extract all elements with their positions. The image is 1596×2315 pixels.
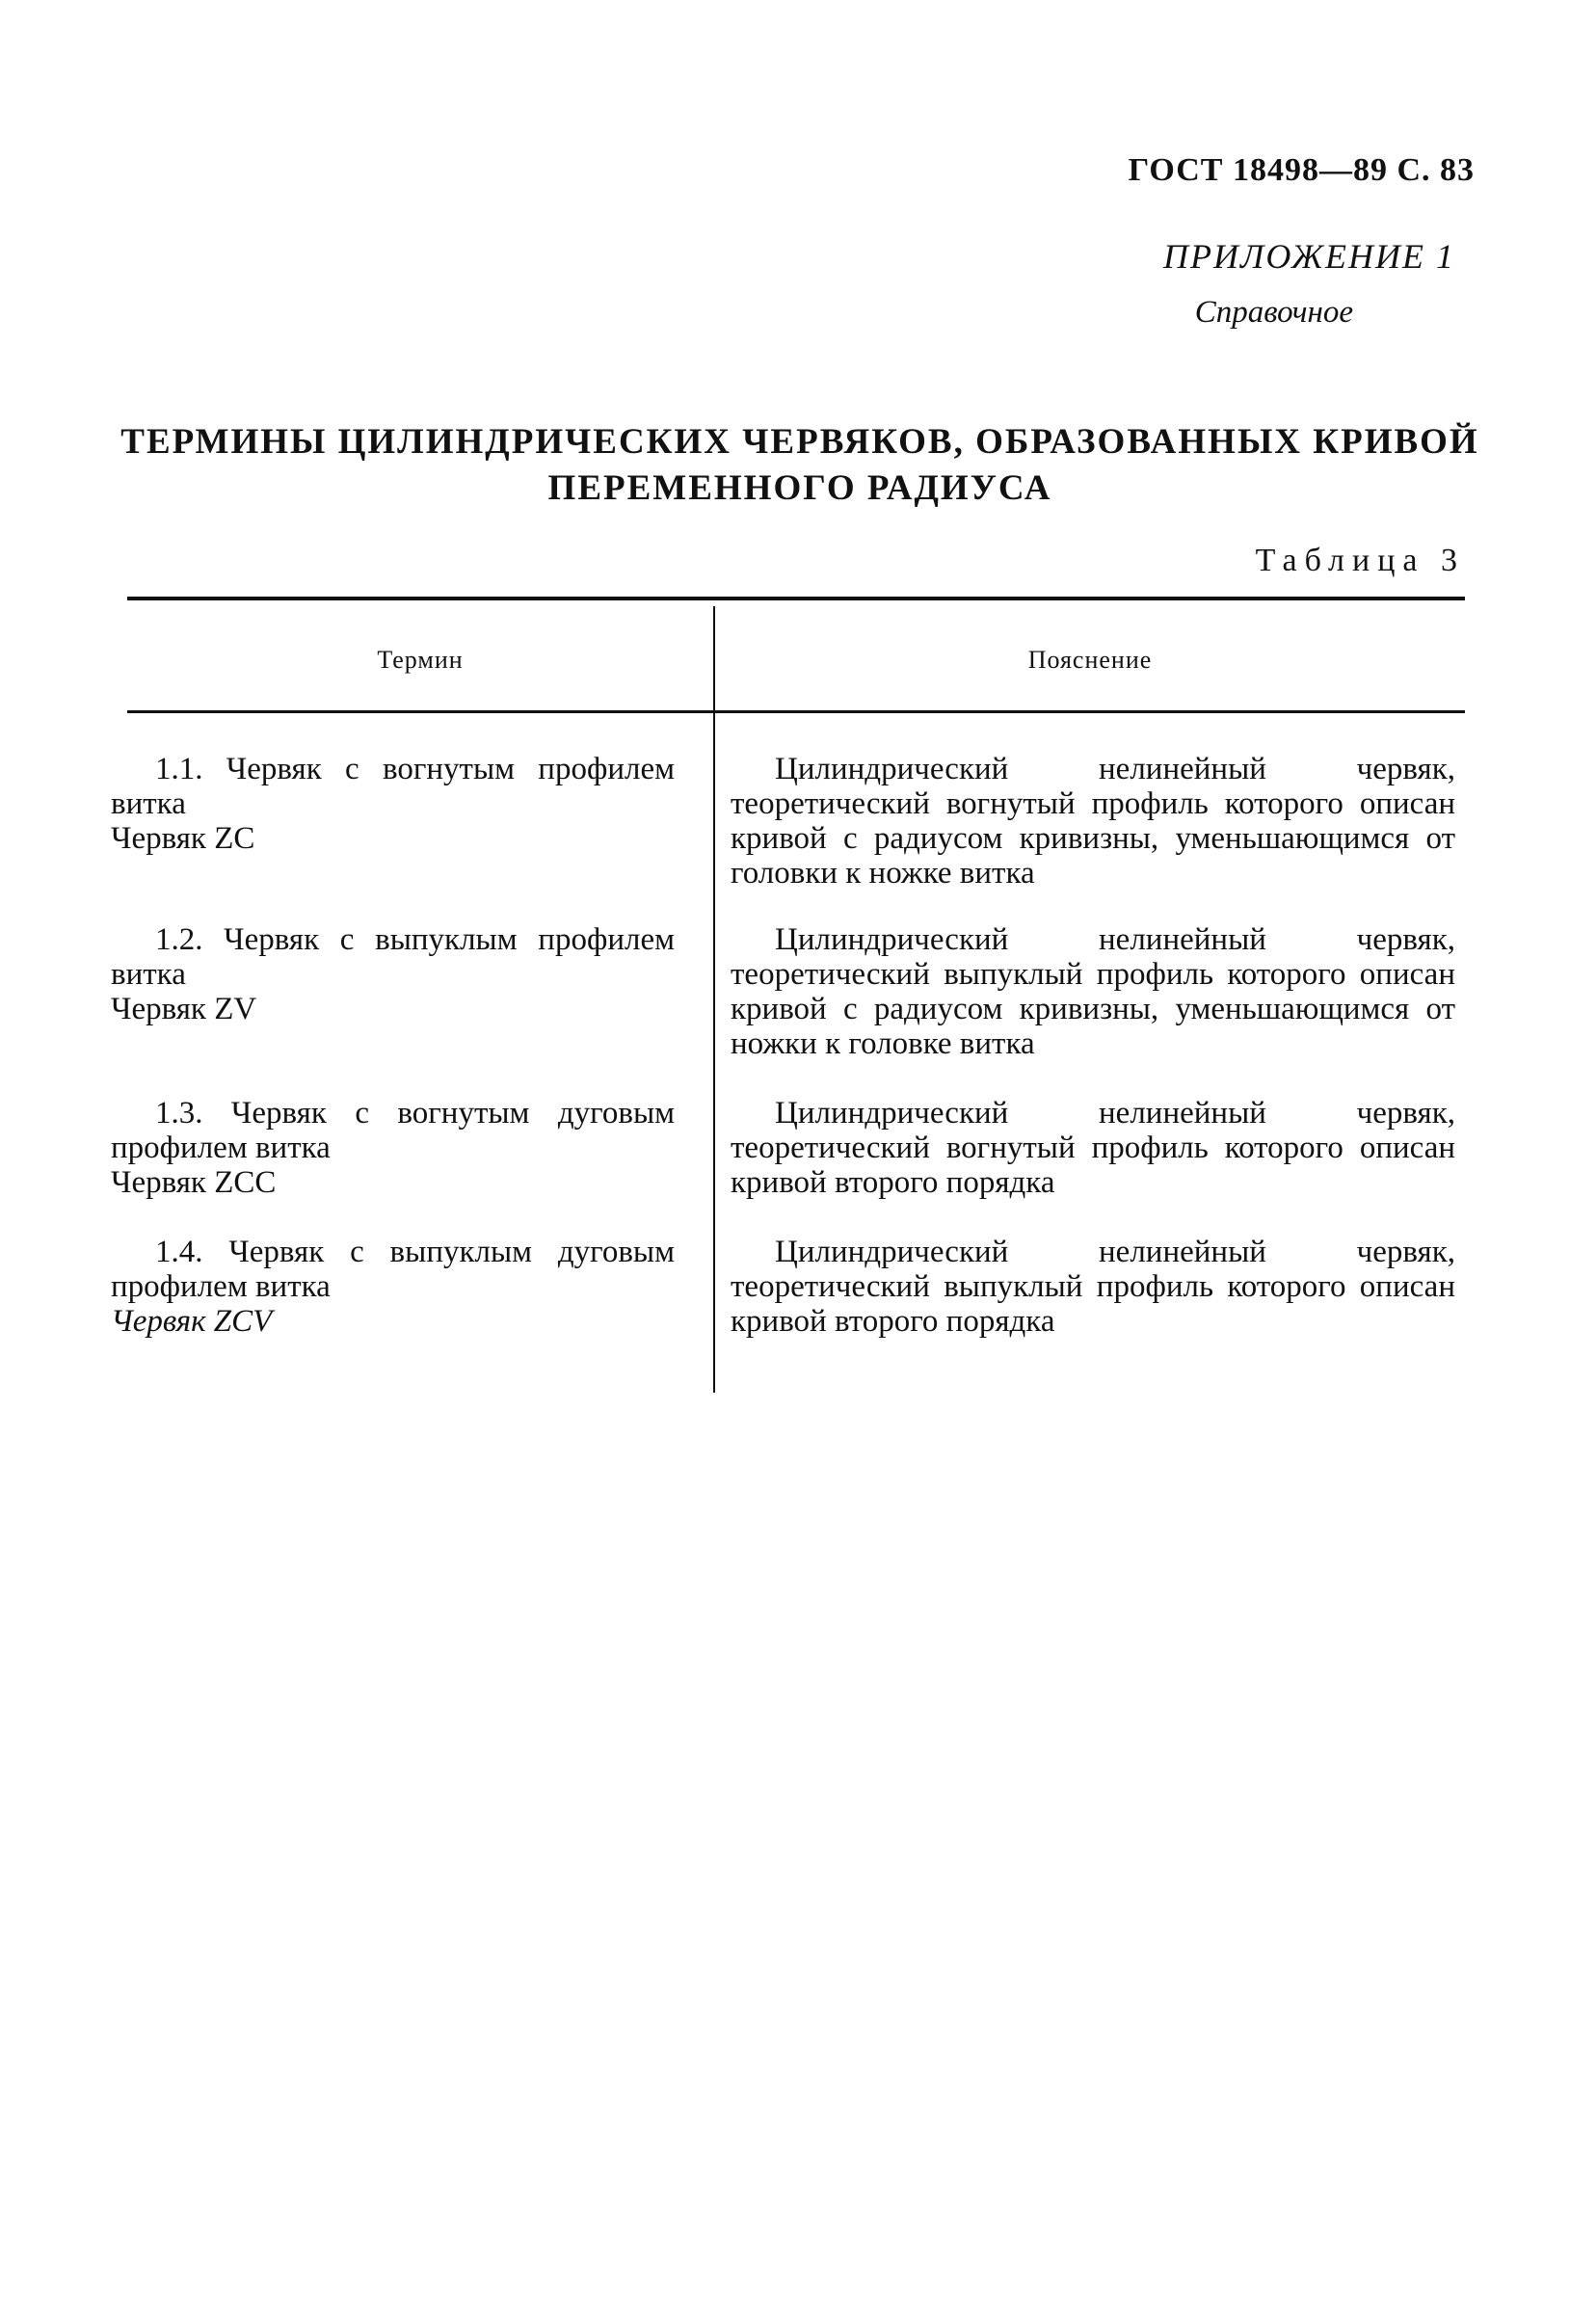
row-1-term-cell — [111, 752, 675, 856]
row-4-explanation: Цилиндрический нелинейный червяк, теоретический выпуклый профиль которого описан кривой второго порядка — [731, 1235, 1455, 1339]
header-explanation: Пояснение — [1027, 646, 1153, 674]
row-1-explanation: Цилиндрический нелинейный червяк, теоретический вогнутый профиль которого описан кривой с радиусом кривизны, уменьшающимся от головки к ножке витка — [731, 752, 1455, 891]
row-4-term: 1.4. Червяк с выпуклым дуговым профилем витка — [111, 1235, 675, 1304]
row-1-term: 1.1. Червяк с вогнутым профилем витка — [111, 752, 675, 821]
row-2-code: Червяк ZV — [111, 992, 257, 1026]
row-3-explanation: Цилиндрический нелинейный червяк, теоретический вогнутый профиль которого описан кривой второго порядка — [731, 1096, 1455, 1200]
row-4-code: Червяк ZCV — [111, 1304, 273, 1339]
row-2-term: 1.2. Червяк с выпуклым профилем витка — [111, 922, 675, 992]
table-top-rule — [127, 597, 1465, 600]
row-1-code: Червяк ZC — [111, 821, 255, 856]
header-term: Термин — [377, 646, 464, 674]
appendix-note: Справочное — [1194, 295, 1353, 330]
table-header-rule — [127, 710, 1465, 713]
row-2-term-cell — [111, 922, 675, 1026]
document-title-line-1: ТЕРМИНЫ ЦИЛИНДРИЧЕСКИХ ЧЕРВЯКОВ, ОБРАЗОВАННЫХ КРИВОЙ — [120, 422, 1479, 462]
table-label: Таблица 3 — [1255, 543, 1465, 578]
row-4-term-cell — [111, 1235, 675, 1339]
page-header: ГОСТ 18498—89 С. 83 — [1128, 152, 1475, 188]
row-3-term-cell — [111, 1096, 675, 1200]
row-3-code: Червяк ZCC — [111, 1165, 277, 1200]
row-2-explanation: Цилиндрический нелинейный червяк, теоретический выпуклый профиль которого описан кривой с радиусом кривизны, уменьшающимся от ножки к головке витка — [731, 922, 1455, 1061]
document-title-line-2: ПЕРЕМЕННОГО РАДИУСА — [547, 468, 1052, 508]
document-title — [106, 419, 1494, 512]
appendix-title: ПРИЛОЖЕНИЕ 1 — [1163, 237, 1455, 276]
table-column-divider — [713, 606, 715, 1393]
row-3-term: 1.3. Червяк с вогнутым дуговым профилем витка — [111, 1096, 675, 1165]
